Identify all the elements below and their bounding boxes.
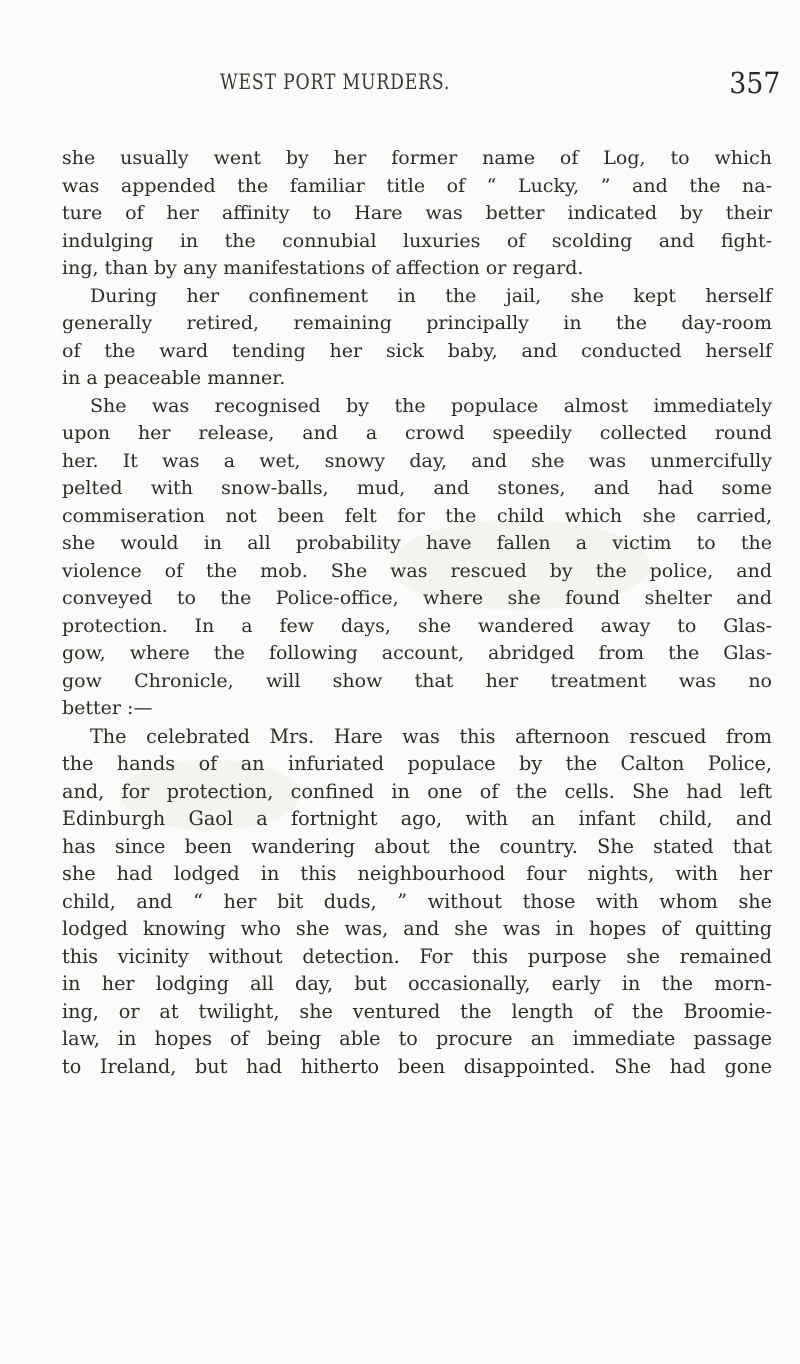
text-line: she had lodged in this neighbourhood four nights, with her xyxy=(62,862,772,885)
page-header xyxy=(220,66,780,110)
text-line: commiseration not been felt for the child which she carried, xyxy=(62,504,772,527)
text-line: ture of her affinity to Hare was better indicated by their xyxy=(62,202,772,224)
text-line: indulging in the connubial luxuries of scolding and fight- xyxy=(62,229,772,252)
text-line: her. It was a wet, snowy day, and she was unmercifully xyxy=(62,449,772,472)
text-line: better :— xyxy=(62,697,153,719)
text-line: ing, than by any manifestations of affection or regard. xyxy=(62,257,584,279)
text-line: pelted with snow-balls, mud, and stones, and had some xyxy=(62,477,772,499)
text-line: was appended the familiar title of “ Lucky, ” and the na- xyxy=(62,174,772,197)
paragraph-3 xyxy=(62,393,772,723)
paragraph-2 xyxy=(62,283,772,393)
text-line: she would in all probability have fallen a victim to the xyxy=(62,532,772,554)
running-head: WEST PORT MURDERS. xyxy=(220,70,451,94)
text-line: protection. In a few days, she wandered away to Glas- xyxy=(62,614,772,637)
text-line: in a peaceable manner. xyxy=(62,367,286,389)
body-text xyxy=(62,145,772,1080)
text-line: in her lodging all day, but occasionally, early in the morn- xyxy=(62,972,772,995)
quoted-account xyxy=(62,723,772,1081)
text-line: law, in hopes of being able to procure an immediate passage xyxy=(62,1027,772,1050)
text-line: ing, or at twilight, she ventured the length of the Broomie- xyxy=(62,999,772,1023)
text-line: The celebrated Mrs. Hare was this afternoon rescued from xyxy=(90,724,772,748)
paragraph-1 xyxy=(62,145,772,283)
page-number: 357 xyxy=(729,66,780,100)
text-line: During her confinement in the jail, she kept herself xyxy=(90,284,772,307)
text-line: conveyed to the Police-office, where she found shelter and xyxy=(62,587,772,609)
text-line: this vicinity without detection. For this purpose she remained xyxy=(62,944,772,968)
text-line: generally retired, remaining principally in the day-room xyxy=(62,312,772,334)
text-line: the hands of an infuriated populace by the Calton Police, xyxy=(62,752,772,775)
text-line: gow, where the following account, abridged from the Glas- xyxy=(62,642,772,664)
text-line: has since been wandering about the country. She stated that xyxy=(62,834,772,858)
text-line: and, for protection, confined in one of the cells. She had left xyxy=(62,779,772,803)
text-line: Edinburgh Gaol a fortnight ago, with an infant child, and xyxy=(62,807,772,830)
text-line: to Ireland, but had hitherto been disappointed. She had gone xyxy=(62,1054,772,1078)
text-line: lodged knowing who she was, and she was in hopes of quitting xyxy=(62,917,772,940)
text-line: of the ward tending her sick baby, and conducted herself xyxy=(62,339,772,362)
text-line: gow Chronicle, will show that her treatment was no xyxy=(62,669,772,692)
text-line: she usually went by her former name of Log, to which xyxy=(62,147,772,169)
text-line: violence of the mob. She was rescued by the police, and xyxy=(62,559,772,582)
text-line: She was recognised by the populace almost immediately xyxy=(90,394,772,417)
text-line: child, and “ her bit duds, ” without those with whom she xyxy=(62,889,772,913)
text-line: upon her release, and a crowd speedily collected round xyxy=(62,422,772,444)
